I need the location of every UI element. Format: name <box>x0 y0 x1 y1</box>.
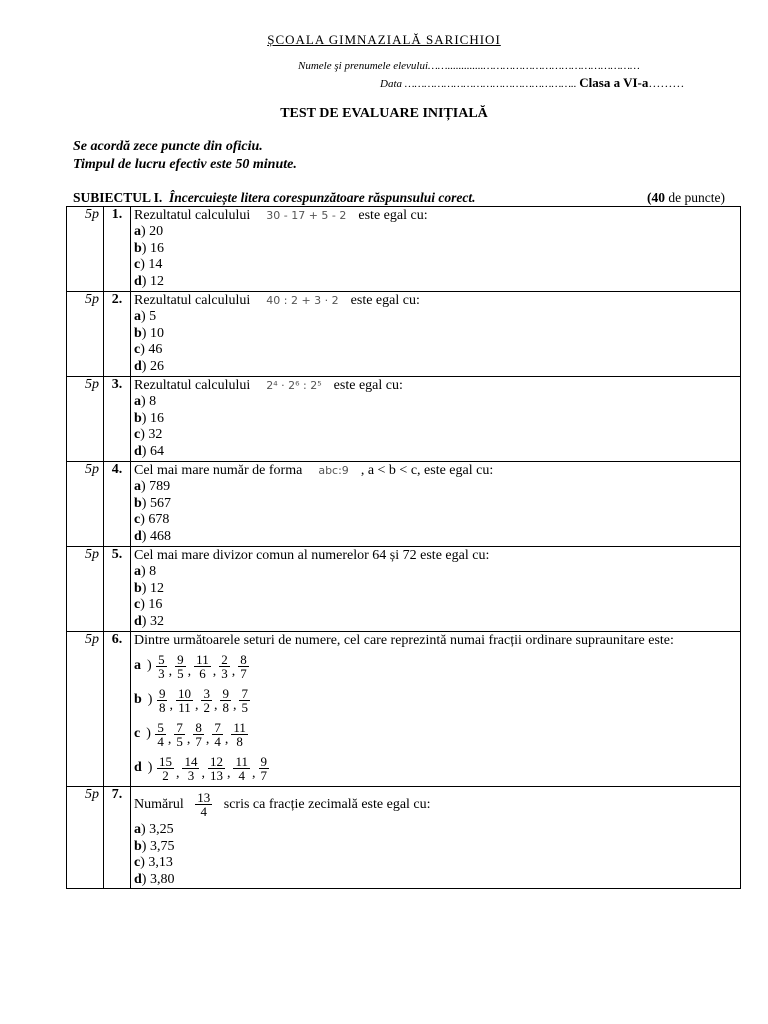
question-number: 3. <box>104 377 131 462</box>
fraction: $\frac{9}{8}$ <box>158 685 166 715</box>
question-row <box>67 547 741 632</box>
question-body <box>131 377 741 462</box>
fraction: $\frac{5}{4}$ <box>157 719 164 749</box>
answer-option[interactable]: d) 64 <box>134 443 164 459</box>
fraction: $\frac{12}{13}$ <box>209 753 223 783</box>
questions-table <box>66 206 741 889</box>
answer-option[interactable]: a) 8 <box>134 564 157 579</box>
student-name-field[interactable]: …….............………………………………………… <box>428 60 640 72</box>
question-stem: Rezultatul calculului 30 - 17 + 5 - 2 este egal cu: <box>134 208 428 223</box>
fraction: $\frac{9}{7}$ <box>260 753 267 783</box>
date-label: Data <box>380 78 402 90</box>
date-class-line <box>380 75 684 91</box>
answer-option[interactable]: b) 10 <box>134 325 164 341</box>
question-row <box>67 377 741 462</box>
answer-option[interactable]: b) 567 <box>134 495 171 511</box>
school-name: ȘCOALA GIMNAZIALĂ SARICHIOI <box>267 32 501 47</box>
math-expression: 30 - 17 + 5 - 2 <box>266 209 347 222</box>
answer-option[interactable]: a) 8 <box>134 394 157 409</box>
fraction: $\frac{14}{3}$ <box>184 753 198 783</box>
question-row <box>67 207 741 292</box>
answer-option[interactable]: a) 20 <box>134 224 164 239</box>
question-points: 5p <box>67 787 104 889</box>
answer-option[interactable]: a) 789 <box>134 479 171 494</box>
question-points: 5p <box>67 632 104 787</box>
question-stem: Cel mai mare divizor comun al numerelor 64 și 72 este egal cu: <box>134 548 490 563</box>
math-expression: abc:9 <box>318 464 349 477</box>
question-row <box>67 462 741 547</box>
fraction: $\frac{8}{7}$ <box>240 651 247 681</box>
question-body <box>131 207 741 292</box>
fraction: $\frac{5}{3}$ <box>158 651 165 681</box>
fraction: $\frac{13}{4}$ <box>197 789 211 819</box>
answer-option[interactable]: b ) $\frac{9}{8}$ , $\frac{10}{11}$ , $\frac{3}{2}$ , $\frac{9}{8}$ , $\frac{7}{5}$ <box>134 685 248 715</box>
answer-option[interactable]: d ) $\frac{15}{2}$ , $\frac{14}{3}$ , $\frac{12}{13}$ , $\frac{11}{4}$ , $\frac{9}{7}$ <box>134 753 267 783</box>
test-title: TEST DE EVALUARE INIȚIALĂ <box>280 106 488 121</box>
question-body <box>131 292 741 377</box>
answer-option[interactable]: d) 12 <box>134 273 164 289</box>
instruction-1: Se acordă zece puncte din oficiu. <box>73 139 263 154</box>
question-number: 6. <box>104 632 131 787</box>
question-number: 1. <box>104 207 131 292</box>
question-points: 5p <box>67 377 104 462</box>
question-stem: Cel mai mare număr de forma abc:9 , a < b < c, este egal cu: <box>134 463 494 478</box>
answer-option[interactable]: b) 12 <box>134 580 164 596</box>
question-body <box>131 787 741 889</box>
answer-option[interactable]: d) 3,80 <box>134 871 175 887</box>
instruction-2: Timpul de lucru efectiv este 50 minute. <box>73 157 297 172</box>
question-stem: Rezultatul calculului 2⁴ · 2⁶ : 2⁵ este egal cu: <box>134 378 403 393</box>
subject-heading <box>73 190 725 206</box>
answer-option[interactable]: c) 14 <box>134 257 163 272</box>
question-stem: Numărul $\frac{13}{4}$ scris ca fracție zecimală este egal cu: <box>134 789 431 819</box>
answer-option[interactable]: b) 16 <box>134 240 164 256</box>
fraction: $\frac{11}{6}$ <box>196 651 209 681</box>
fraction: $\frac{3}{2}$ <box>203 685 210 715</box>
answer-option[interactable]: b) 3,75 <box>134 838 175 854</box>
fraction: $\frac{11}{8}$ <box>233 719 246 749</box>
answer-option[interactable]: c) 678 <box>134 512 170 527</box>
answer-option[interactable]: c) 46 <box>134 342 163 357</box>
subject-points: (40 de puncte) <box>647 190 725 205</box>
answer-option[interactable]: c ) $\frac{5}{4}$ , $\frac{7}{5}$ , $\frac{8}{7}$ , $\frac{7}{4}$ , $\frac{11}{8}$ <box>134 719 246 749</box>
question-points: 5p <box>67 547 104 632</box>
answer-option[interactable]: d) 26 <box>134 358 164 374</box>
question-number: 5. <box>104 547 131 632</box>
subject-instruction: Încercuiește litera corespunzătoare răspunsului corect. <box>169 190 476 205</box>
answer-option[interactable]: a ) $\frac{5}{3}$ , $\frac{9}{5}$ , $\frac{11}{6}$ , $\frac{2}{3}$ , $\frac{8}{7}$ <box>134 651 247 681</box>
answer-option[interactable]: c) 3,13 <box>134 855 173 870</box>
question-row <box>67 292 741 377</box>
fraction: $\frac{7}{5}$ <box>241 685 248 715</box>
class-field[interactable]: ……… <box>648 76 685 90</box>
answer-option[interactable]: b) 16 <box>134 410 164 426</box>
student-name-label: Numele şi prenumele elevului <box>298 60 429 72</box>
question-stem: Rezultatul calculului 40 : 2 + 3 · 2 este egal cu: <box>134 293 420 308</box>
answer-option[interactable]: a) 3,25 <box>134 822 174 837</box>
answer-option[interactable]: d) 468 <box>134 528 171 544</box>
question-number: 7. <box>104 787 131 889</box>
math-expression: 2⁴ · 2⁶ : 2⁵ <box>266 379 322 392</box>
fraction: $\frac{7}{4}$ <box>214 719 221 749</box>
question-body <box>131 462 741 547</box>
class-label: Clasa a VI-a <box>579 75 649 90</box>
question-row <box>67 787 741 889</box>
fraction: $\frac{2}{3}$ <box>221 651 228 681</box>
question-stem: Dintre următoarele seturi de numere, cel care reprezintă numai fracții ordinare supraunitare este: <box>134 633 674 648</box>
student-name-line <box>298 60 640 72</box>
answer-option[interactable]: c) 16 <box>134 597 163 612</box>
question-body <box>131 547 741 632</box>
question-number: 4. <box>104 462 131 547</box>
fraction: $\frac{11}{4}$ <box>235 753 248 783</box>
question-points: 5p <box>67 462 104 547</box>
answer-option[interactable]: d) 32 <box>134 613 164 629</box>
fraction: $\frac{9}{5}$ <box>177 651 184 681</box>
math-expression: 40 : 2 + 3 · 2 <box>266 294 339 307</box>
subject-label: SUBIECTUL I. <box>73 190 163 205</box>
fraction: $\frac{10}{11}$ <box>177 685 191 715</box>
question-number: 2. <box>104 292 131 377</box>
fraction: $\frac{7}{5}$ <box>176 719 183 749</box>
question-points: 5p <box>67 292 104 377</box>
date-field[interactable]: …………………………………………….. <box>404 78 577 90</box>
fraction: $\frac{8}{7}$ <box>195 719 202 749</box>
question-body <box>131 632 741 787</box>
answer-option[interactable]: c) 32 <box>134 427 163 442</box>
question-row <box>67 632 741 787</box>
fraction: $\frac{9}{8}$ <box>222 685 229 715</box>
answer-option[interactable]: a) 5 <box>134 309 157 324</box>
fraction: $\frac{15}{2}$ <box>158 753 172 783</box>
question-points: 5p <box>67 207 104 292</box>
